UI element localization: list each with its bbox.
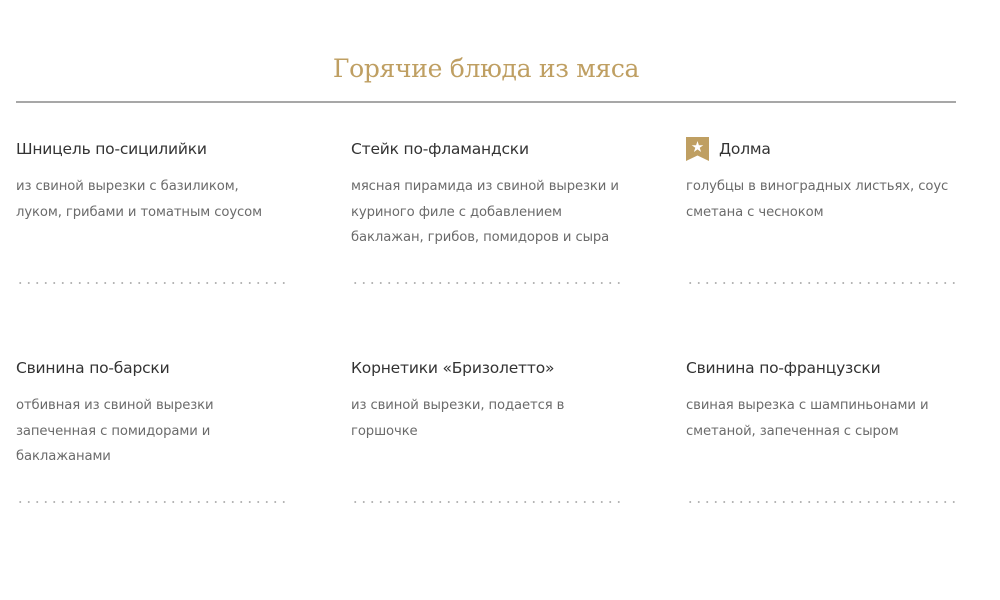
dish-name: Свинина по-французски — [686, 359, 881, 377]
dish-header — [351, 355, 554, 381]
star-bookmark-icon — [686, 137, 709, 161]
dotted-leader — [16, 282, 286, 284]
dish-header — [16, 136, 207, 162]
dish-description: отбивная из свиной вырезки запеченная с помидорами и баклажанами — [16, 398, 214, 464]
dish-name: Долма — [719, 140, 771, 158]
dish-description: голубцы в виноградных листьях, соус сметана с чесноком — [686, 179, 949, 220]
dish-header — [16, 355, 169, 381]
dish-name: Корнетики «Бризолетто» — [351, 359, 555, 377]
section-divider — [16, 101, 956, 103]
dish-header — [686, 355, 880, 381]
dish-description: из свиной вырезки с базиликом, луком, грибами и томатным соусом — [16, 179, 262, 220]
dotted-leader — [16, 501, 286, 503]
dish-name: Стейк по-фламандски — [351, 140, 529, 158]
dotted-leader — [686, 282, 956, 284]
dotted-leader — [686, 501, 956, 503]
dotted-leader — [351, 282, 621, 284]
dotted-leader — [351, 501, 621, 503]
dish-header — [351, 136, 529, 162]
dish-name: Свинина по-барски — [16, 359, 170, 377]
dish-description: мясная пирамида из свиной вырезки и куриного филе с добавлением баклажан, грибов, помидоров и сыра — [351, 179, 619, 245]
section-title: Горячие блюда из мяса — [332, 54, 640, 83]
dish-name: Шницель по-сицилийки — [16, 140, 207, 158]
dish-description: из свиной вырезки, подается в горшочке — [351, 398, 565, 439]
dish-header — [686, 136, 771, 162]
dish-description: свиная вырезка с шампиньонами и сметаной, запеченная с сыром — [686, 398, 929, 439]
